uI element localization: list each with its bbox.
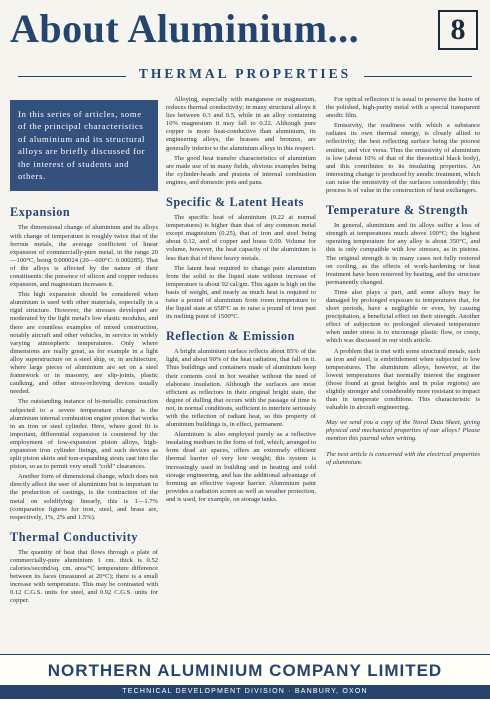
note-text: The next article is concerned with the electrical properties of aluminium.: [326, 450, 480, 466]
paragraph: Emissivity, the readiness with which a substance radiates its own thermal energy, is closely allied to reflectivity, the best reflecting surface being the poorest emitter, and vice versa. Thus the emissivity of aluminium is low (about 10% of that of the theoretical black body), and this contributes to its insulating properties. An interesting change is produced by anodic treatment, which can raise the emissivity of the surfaces considerably; this process is of value in the construction of heat exchangers.: [326, 122, 480, 195]
paragraph: For optical reflectors it is usual to preserve the lustre of the polished, high-purity metal with a special transparent anodic film.: [326, 96, 480, 120]
column-1: [10, 96, 158, 648]
section-heading-specific-heat: Specific & Latent Heats: [166, 195, 305, 210]
paragraph: Time also plays a part, and some alloys may be damaged by prolonged exposure to temperatures that, for short periods, have a negligible or even, by causing precipitation, a beneficial effect on their strength. Another effect of subjection to prolonged elevated temperature when under stress is to encourage plastic flow, or creep, which was discussed in our sixth article.: [326, 288, 480, 345]
section-heading-expansion: Expansion: [10, 205, 71, 220]
company-division: TECHNICAL DEVELOPMENT DIVISION · BANBURY, OXON: [122, 688, 368, 695]
article-number: 8: [438, 10, 478, 50]
column-3: [326, 96, 480, 648]
paragraph: The quantity of heat that flows through a plate of commercially-pure aluminium 1 cm. thick is 0.52 calories/second/sq. cm. area/°C temperature difference between its faces (measured at 20°C); there is a small increase with temperature. This may be contrasted with 0.12 C.G.S. units for steel, and 0.92 C.G.S. units for copper.: [10, 548, 158, 605]
paragraph: A bright aluminium surface reflects about 85% of the light, and about 90% of the heat radiation, that fall on it. Thus buildings and containers made of aluminium keep their contents cool in hot weather without the need of elaborate insulation. Although the surfaces are most efficient as reflectors in their original bright state, the degree of dulling that occurs with the passage of time is not, in normal conditions, sufficient to interfere seriously with the reflection of radiant heat, so this property of aluminium buildings is, in effect, permanent.: [166, 348, 316, 429]
paragraph: In general, aluminium and its alloys suffer a loss of strength at temperatures much above 100°C; the highest operating temperature for any alloy is about 350°C, and this is only compatible with low stresses, as in pistons. The original strength is in many cases not fully restored on cooling, as the effects of work-hardening or heat treatment have been removed by heating, and the structure permanently changed.: [326, 222, 480, 286]
page-title: About Aluminium...: [10, 6, 360, 51]
section-heading-strength: Temperature & Strength: [326, 203, 469, 218]
paragraph: The good heat transfer characteristics of aluminium are made use of in many fields, obvious examples being the cylinder-heads and pistons of internal combustion engines, and domestic pots and pans.: [166, 154, 316, 186]
closing-note: [326, 419, 480, 466]
company-name: NORTHERN ALUMINIUM COMPANY LIMITED: [47, 661, 443, 680]
section-heading-reflection: Reflection & Emission: [166, 329, 296, 344]
paragraph: A problem that is met with some structural metals, such as iron and steel, is embrittlement when subjected to low temperatures. The aluminium alloys, however, at the lowest temperatures that normally interest the engineer (those found at great heights and in polar regions) are slightly stronger and considerably more resistant to impact than in temperate conditions. This characteristic is valuable in aircraft engineering.: [326, 347, 480, 412]
paragraph: Alloying, especially with manganese or magnesium, reduces thermal conductivity; in many structural alloys it lies between 0.3 and 0.5, while in an alloy containing 10% magnesium it may fall to 0.22. Although pure copper is more heat-conductive than aluminium, its engineering alloys, the brasses and bronzes, are generally inferior to the aluminium alloys in this respect.: [166, 96, 316, 152]
intro-box: [10, 100, 158, 191]
section-heading-conductivity: Thermal Conductivity: [10, 529, 139, 544]
paragraph: The latent heat required to change pure aluminium from the solid to the liquid state without increase of temperature is about 92 cal/gm. This again is high on the basis of weight, and nearly as much heat is required to raise a pound of aluminium from room temperature to the liquid state at 658°C as to raise a pound of iron past its melting point of 1500°C.: [166, 264, 316, 321]
note-text: May we send you a copy of the Noral Data Sheet, giving physical and mechanical properties of our alloys? Please mention this journal when writing.: [326, 419, 480, 443]
intro-text: In this series of articles, some of the principal characteristics of aluminium and its structural alloys are briefly discussed for the interest of students and others.: [18, 109, 146, 182]
footer: [0, 654, 490, 701]
paragraph: The outstanding instance of bi-metallic construction subjected to a severe temperature change is the aluminium internal combustion engine piston that works in an iron or steel cylinder. Here, where good fit is important, differential expansion is countered by the employment of low-expansion piston alloys, high-expansion iron cylinder linings, and such devices as split piston skirts and non-expanding struts cast into the piston, so as to permit very small "cold" clearances.: [10, 398, 158, 471]
page-subtitle: THERMAL PROPERTIES: [138, 66, 352, 81]
paragraph: This high expansion should be considered when aluminium is used with other materials, especially in a rigid structure. However, the stresses developed are moderated by the light metal's low elastic modulus, and there are countless examples of mixed construction, notably aircraft and other vehicles, in service in widely varying atmospheric temperatures. Only where dimensions are really great, as for example in a light alloy superstructure on a steel ship, or, in architecture, where large pieces of aluminium are set on a steel framework or in masonry, are slip-joints, plastic caulking, and other stress-relieving devices usually needed.: [10, 291, 158, 396]
column-2: [166, 96, 316, 648]
paragraph: The dimensional change of aluminium and its alloys with change of temperature is roughly twice that of the ferrous metals, the average coefficient of linear expansion of commercially-pure metal, in the range 20—100°C, being 0.000024 (20—600°C: 0.000285). That of the alloys is affected by the nature of their constituents: the presence of silicon and copper reduces expansion, and magnesium increases it.: [10, 224, 158, 289]
paragraph: The specific heat of aluminium (0.22 at normal temperatures) is higher than that of any common metal except magnesium (0.25), that of iron and steel being about 0.12, and of copper and brass 0.09. Volume for volume, however, the heat capacity of the aluminium is less than that of these heavy metals.: [166, 214, 316, 262]
paragraph: Another form of dimensional change, which does not directly affect the user of aluminium but is important in the production of castings, is the contraction of the metal on solidifying: linearly, this is 1—1.7% (comparative figures for iron, steel, and brass are, respectively, 1%, 2% and 1.5%).: [10, 473, 158, 521]
paragraph: Aluminium is also employed purely as a reflective insulating medium in the form of foil, which, arranged to form dead air spaces, offers an extremely efficient thermal barrier of very low weight; this system is increasingly used in building and in heating and cold storage engineering, and has the additional advantage of forming an effective vapour barrier. Aluminium paint provides a radiation screen as well as weather protection, and is used, for example, on storage tanks.: [166, 431, 316, 503]
